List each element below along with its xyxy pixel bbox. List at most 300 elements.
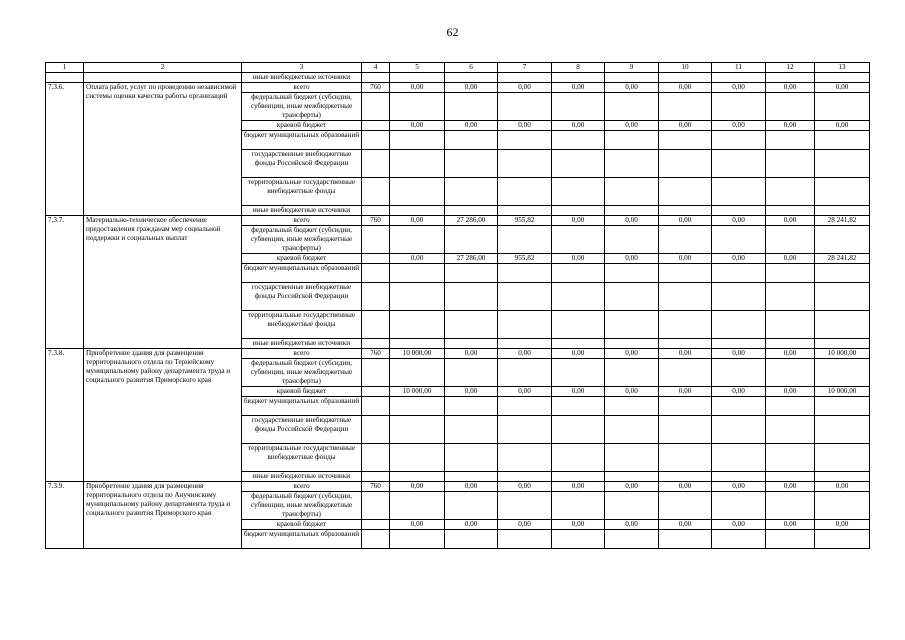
amount-cell (445, 93, 498, 121)
amount-cell (445, 416, 498, 444)
amount-cell (498, 339, 552, 349)
amount-cell: 0,00 (445, 520, 498, 530)
amount-cell: 0,00 (815, 121, 870, 131)
amount-cell: 0,00 (390, 482, 445, 492)
column-4-value (362, 416, 390, 444)
amount-cell (605, 530, 659, 549)
column-4-value (362, 311, 390, 339)
amount-cell: 0,00 (445, 482, 498, 492)
amount-cell (815, 150, 870, 178)
column-4-value (362, 254, 390, 264)
amount-cell (390, 264, 445, 283)
column-header: 11 (712, 63, 766, 73)
amount-cell (605, 206, 659, 216)
column-4-value (362, 444, 390, 472)
amount-cell: 0,00 (605, 83, 659, 93)
amount-cell (766, 131, 815, 150)
amount-cell (552, 492, 605, 520)
amount-cell: 0,00 (766, 482, 815, 492)
amount-cell (712, 311, 766, 339)
amount-cell: 10 000,00 (390, 349, 445, 359)
amount-cell (390, 444, 445, 472)
amount-cell: 0,00 (390, 520, 445, 530)
amount-cell: 0,00 (390, 254, 445, 264)
amount-cell (390, 93, 445, 121)
amount-cell (815, 339, 870, 349)
amount-cell: 0,00 (659, 121, 712, 131)
amount-cell: 0,00 (552, 482, 605, 492)
amount-cell: 0,00 (552, 349, 605, 359)
amount-cell: 0,00 (445, 121, 498, 131)
amount-cell: 0,00 (605, 349, 659, 359)
column-header: 7 (498, 63, 552, 73)
amount-cell (445, 339, 498, 349)
source-label: государственные внебюджетные фонды Российской Федерации (242, 283, 362, 311)
amount-cell (659, 339, 712, 349)
amount-cell (445, 131, 498, 150)
column-4-value (362, 387, 390, 397)
amount-cell (445, 492, 498, 520)
amount-cell (766, 397, 815, 416)
amount-cell (445, 150, 498, 178)
amount-cell: 0,00 (552, 520, 605, 530)
amount-cell: 0,00 (766, 216, 815, 226)
amount-cell (445, 178, 498, 206)
amount-cell (605, 397, 659, 416)
amount-cell: 0,00 (712, 254, 766, 264)
amount-cell (552, 206, 605, 216)
amount-cell (605, 131, 659, 150)
item-code: 7.3.7. (46, 216, 84, 349)
amount-cell: 0,00 (712, 121, 766, 131)
amount-cell (712, 472, 766, 482)
source-label: территориальные государственные внебюджетные фонды (242, 311, 362, 339)
amount-cell (498, 283, 552, 311)
table-row (46, 482, 870, 492)
amount-cell: 0,00 (659, 216, 712, 226)
amount-cell (815, 492, 870, 520)
source-label: всего (242, 216, 362, 226)
amount-cell (498, 93, 552, 121)
amount-cell (659, 206, 712, 216)
amount-cell: 0,00 (815, 83, 870, 93)
amount-cell (766, 150, 815, 178)
amount-cell (712, 283, 766, 311)
amount-cell: 0,00 (766, 349, 815, 359)
item-name: Оплата работ, услуг по проведению независимой системы оценки качества работы организаций (84, 83, 242, 216)
source-label: территориальные государственные внебюджетные фонды (242, 444, 362, 472)
amount-cell (605, 472, 659, 482)
amount-cell (445, 472, 498, 482)
amount-cell: 0,00 (498, 349, 552, 359)
amount-cell (605, 178, 659, 206)
amount-cell (766, 206, 815, 216)
amount-cell (390, 492, 445, 520)
amount-cell (815, 444, 870, 472)
amount-cell: 0,00 (605, 254, 659, 264)
amount-cell (815, 397, 870, 416)
column-header: 2 (84, 63, 242, 73)
amount-cell (390, 131, 445, 150)
column-4-value (362, 131, 390, 150)
amount-cell (815, 359, 870, 387)
amount-cell (605, 416, 659, 444)
amount-cell (498, 150, 552, 178)
page-number: 62 (446, 25, 459, 39)
amount-cell (605, 150, 659, 178)
amount-cell (815, 283, 870, 311)
column-4-value (362, 226, 390, 254)
amount-cell (659, 472, 712, 482)
amount-cell (712, 178, 766, 206)
amount-cell (766, 339, 815, 349)
amount-cell (552, 530, 605, 549)
amount-cell (815, 93, 870, 121)
column-4-value (362, 206, 390, 216)
amount-cell (712, 444, 766, 472)
amount-cell (552, 93, 605, 121)
column-4-value (362, 178, 390, 206)
amount-cell (552, 131, 605, 150)
amount-cell (659, 226, 712, 254)
amount-cell (605, 339, 659, 349)
amount-cell: 0,00 (659, 349, 712, 359)
amount-cell (552, 150, 605, 178)
amount-cell (712, 416, 766, 444)
column-4-value (362, 492, 390, 520)
column-header: 1 (46, 63, 84, 73)
amount-cell (390, 283, 445, 311)
amount-cell: 0,00 (390, 216, 445, 226)
amount-cell: 0,00 (605, 216, 659, 226)
amount-cell (659, 264, 712, 283)
amount-cell (659, 492, 712, 520)
amount-cell (552, 397, 605, 416)
item-code: 7.3.8. (46, 349, 84, 482)
amount-cell: 0,00 (659, 387, 712, 397)
amount-cell (659, 530, 712, 549)
amount-cell: 0,00 (712, 387, 766, 397)
column-4-value (362, 339, 390, 349)
amount-cell (552, 339, 605, 349)
amount-cell: 28 241,82 (815, 254, 870, 264)
table-row (46, 83, 870, 93)
amount-cell (712, 206, 766, 216)
amount-cell (498, 131, 552, 150)
amount-cell (766, 472, 815, 482)
column-header: 4 (362, 63, 390, 73)
source-label: всего (242, 349, 362, 359)
amount-cell: 0,00 (605, 520, 659, 530)
amount-cell (605, 264, 659, 283)
amount-cell (390, 339, 445, 349)
source-label: всего (242, 482, 362, 492)
column-4-value: 760 (362, 482, 390, 492)
amount-cell (659, 283, 712, 311)
column-4-value (362, 264, 390, 283)
amount-cell (445, 206, 498, 216)
amount-cell: 955,82 (498, 216, 552, 226)
amount-cell (445, 311, 498, 339)
item-code: 7.3.9. (46, 482, 84, 549)
amount-cell (659, 93, 712, 121)
amount-cell: 0,00 (766, 121, 815, 131)
amount-cell (605, 311, 659, 339)
amount-cell (445, 226, 498, 254)
amount-cell (766, 283, 815, 311)
table-body (46, 73, 870, 549)
amount-cell (552, 444, 605, 472)
amount-cell (552, 264, 605, 283)
source-label: иные внебюджетные источники (242, 73, 362, 83)
amount-cell (712, 226, 766, 254)
column-header: 8 (552, 63, 605, 73)
amount-cell (815, 311, 870, 339)
column-4-value (362, 283, 390, 311)
amount-cell (498, 397, 552, 416)
amount-cell (605, 359, 659, 387)
amount-cell: 0,00 (815, 482, 870, 492)
source-label: федеральный бюджет (субсидии, субвенции, иные межбюджетные трансферты) (242, 226, 362, 254)
amount-cell (659, 178, 712, 206)
column-4-value (362, 397, 390, 416)
amount-cell: 0,00 (766, 387, 815, 397)
amount-cell: 27 286,00 (445, 216, 498, 226)
amount-cell (552, 311, 605, 339)
amount-cell: 0,00 (498, 121, 552, 131)
item-name: Материально-техническое обеспечение предоставления гражданам мер социальной поддержки и социальных выплат (84, 216, 242, 349)
amount-cell (498, 206, 552, 216)
amount-cell: 0,00 (659, 83, 712, 93)
column-4-value (362, 520, 390, 530)
amount-cell: 28 241,82 (815, 216, 870, 226)
amount-cell (712, 339, 766, 349)
item-name: Приобретение здания для размещения территориального отдела по Тернейскому муниципальному району департамента труда и социального развития Приморского края (84, 349, 242, 482)
amount-cell (659, 444, 712, 472)
source-label: краевой бюджет (242, 387, 362, 397)
amount-cell: 10 000,00 (390, 387, 445, 397)
amount-cell (390, 416, 445, 444)
amount-cell: 0,00 (552, 254, 605, 264)
amount-cell (605, 226, 659, 254)
item-name: Приобретение здания для размещения территориального отдела по Анучинскому муниципальному району департамента труда и социального развития Приморского края (84, 482, 242, 549)
amount-cell (712, 397, 766, 416)
amount-cell (605, 283, 659, 311)
column-header: 6 (445, 63, 498, 73)
column-header: 12 (766, 63, 815, 73)
amount-cell (390, 530, 445, 549)
amount-cell: 0,00 (659, 482, 712, 492)
amount-cell (766, 530, 815, 549)
amount-cell (766, 311, 815, 339)
amount-cell (498, 264, 552, 283)
amount-cell (712, 359, 766, 387)
amount-cell (659, 416, 712, 444)
amount-cell: 0,00 (552, 387, 605, 397)
amount-cell (712, 492, 766, 520)
source-label: всего (242, 83, 362, 93)
amount-cell (552, 226, 605, 254)
amount-cell: 0,00 (659, 520, 712, 530)
source-label: федеральный бюджет (субсидии, субвенции, иные межбюджетные трансферты) (242, 492, 362, 520)
column-header: 9 (605, 63, 659, 73)
amount-cell: 0,00 (552, 83, 605, 93)
column-4-value: 760 (362, 216, 390, 226)
amount-cell (659, 150, 712, 178)
amount-cell (712, 264, 766, 283)
table-row (46, 349, 870, 359)
amount-cell (498, 444, 552, 472)
source-label: бюджет муниципальных образований (242, 131, 362, 150)
amount-cell: 0,00 (498, 83, 552, 93)
amount-cell: 0,00 (605, 121, 659, 131)
table-header (46, 63, 870, 73)
amount-cell (712, 93, 766, 121)
source-label: федеральный бюджет (субсидии, субвенции, иные межбюджетные трансферты) (242, 93, 362, 121)
amount-cell (659, 131, 712, 150)
amount-cell (712, 530, 766, 549)
source-label: иные внебюджетные источники (242, 339, 362, 349)
amount-cell: 0,00 (766, 520, 815, 530)
amount-cell: 0,00 (766, 83, 815, 93)
amount-cell: 10 000,00 (815, 349, 870, 359)
amount-cell (390, 178, 445, 206)
source-label: иные внебюджетные источники (242, 472, 362, 482)
amount-cell: 0,00 (498, 387, 552, 397)
column-4-value (362, 472, 390, 482)
column-header: 10 (659, 63, 712, 73)
amount-cell: 0,00 (712, 83, 766, 93)
amount-cell (390, 472, 445, 482)
amount-cell (498, 359, 552, 387)
amount-cell (390, 206, 445, 216)
amount-cell (445, 359, 498, 387)
source-label: бюджет муниципальных образований (242, 530, 362, 549)
amount-cell (766, 416, 815, 444)
table-row (46, 216, 870, 226)
amount-cell: 0,00 (390, 121, 445, 131)
amount-cell (445, 444, 498, 472)
amount-cell: 0,00 (445, 83, 498, 93)
amount-cell (815, 472, 870, 482)
amount-cell: 0,00 (445, 387, 498, 397)
amount-cell (390, 397, 445, 416)
source-label: территориальные государственные внебюджетные фонды (242, 178, 362, 206)
amount-cell: 0,00 (552, 216, 605, 226)
amount-cell (659, 311, 712, 339)
source-label: государственные внебюджетные фонды Российской Федерации (242, 150, 362, 178)
amount-cell (766, 178, 815, 206)
column-4-value (362, 93, 390, 121)
amount-cell: 0,00 (498, 482, 552, 492)
amount-cell (815, 264, 870, 283)
source-label: иные внебюджетные источники (242, 206, 362, 216)
amount-cell (605, 93, 659, 121)
table-row (46, 73, 870, 83)
amount-cell (712, 131, 766, 150)
source-label: краевой бюджет (242, 520, 362, 530)
column-header: 5 (390, 63, 445, 73)
amount-cell (390, 359, 445, 387)
amount-cell (766, 264, 815, 283)
source-label: бюджет муниципальных образований (242, 397, 362, 416)
amount-cell (552, 359, 605, 387)
amount-cell (498, 472, 552, 482)
amount-cell (552, 472, 605, 482)
amount-cell (552, 416, 605, 444)
amount-cell: 0,00 (766, 254, 815, 264)
amount-cell: 955,82 (498, 254, 552, 264)
column-4-value: 760 (362, 83, 390, 93)
amount-cell (766, 444, 815, 472)
amount-cell (605, 444, 659, 472)
amount-cell (390, 150, 445, 178)
column-4-value (362, 359, 390, 387)
amount-cell (498, 530, 552, 549)
column-header: 13 (815, 63, 870, 73)
amount-cell (815, 206, 870, 216)
amount-cell (766, 492, 815, 520)
amount-cell (659, 397, 712, 416)
amount-cell (498, 492, 552, 520)
amount-cell (605, 492, 659, 520)
amount-cell: 0,00 (815, 520, 870, 530)
amount-cell: 0,00 (712, 482, 766, 492)
amount-cell (815, 178, 870, 206)
amount-cell (659, 359, 712, 387)
amount-cell: 0,00 (605, 482, 659, 492)
amount-cell: 0,00 (659, 254, 712, 264)
column-4-value (362, 530, 390, 549)
budget-table (45, 62, 870, 549)
amount-cell (390, 311, 445, 339)
amount-cell (766, 93, 815, 121)
source-label: краевой бюджет (242, 254, 362, 264)
amount-cell: 0,00 (605, 387, 659, 397)
source-label: бюджет муниципальных образований (242, 264, 362, 283)
amount-cell (498, 311, 552, 339)
amount-cell (815, 131, 870, 150)
amount-cell (445, 264, 498, 283)
amount-cell (498, 416, 552, 444)
column-4-value (362, 121, 390, 131)
amount-cell: 0,00 (498, 520, 552, 530)
amount-cell (445, 530, 498, 549)
amount-cell: 27 286,00 (445, 254, 498, 264)
amount-cell: 0,00 (712, 349, 766, 359)
amount-cell (815, 226, 870, 254)
source-label: государственные внебюджетные фонды Российской Федерации (242, 416, 362, 444)
amount-cell (390, 226, 445, 254)
source-label: краевой бюджет (242, 121, 362, 131)
amount-cell (552, 283, 605, 311)
amount-cell (445, 283, 498, 311)
amount-cell: 0,00 (712, 216, 766, 226)
amount-cell (552, 178, 605, 206)
amount-cell (766, 226, 815, 254)
amount-cell (766, 359, 815, 387)
column-4-value (362, 150, 390, 178)
item-code: 7.3.6. (46, 83, 84, 216)
amount-cell: 0,00 (390, 83, 445, 93)
amount-cell (445, 397, 498, 416)
amount-cell (498, 178, 552, 206)
amount-cell (498, 226, 552, 254)
amount-cell (815, 530, 870, 549)
amount-cell (712, 150, 766, 178)
amount-cell: 10 000,00 (815, 387, 870, 397)
column-4-value: 760 (362, 349, 390, 359)
